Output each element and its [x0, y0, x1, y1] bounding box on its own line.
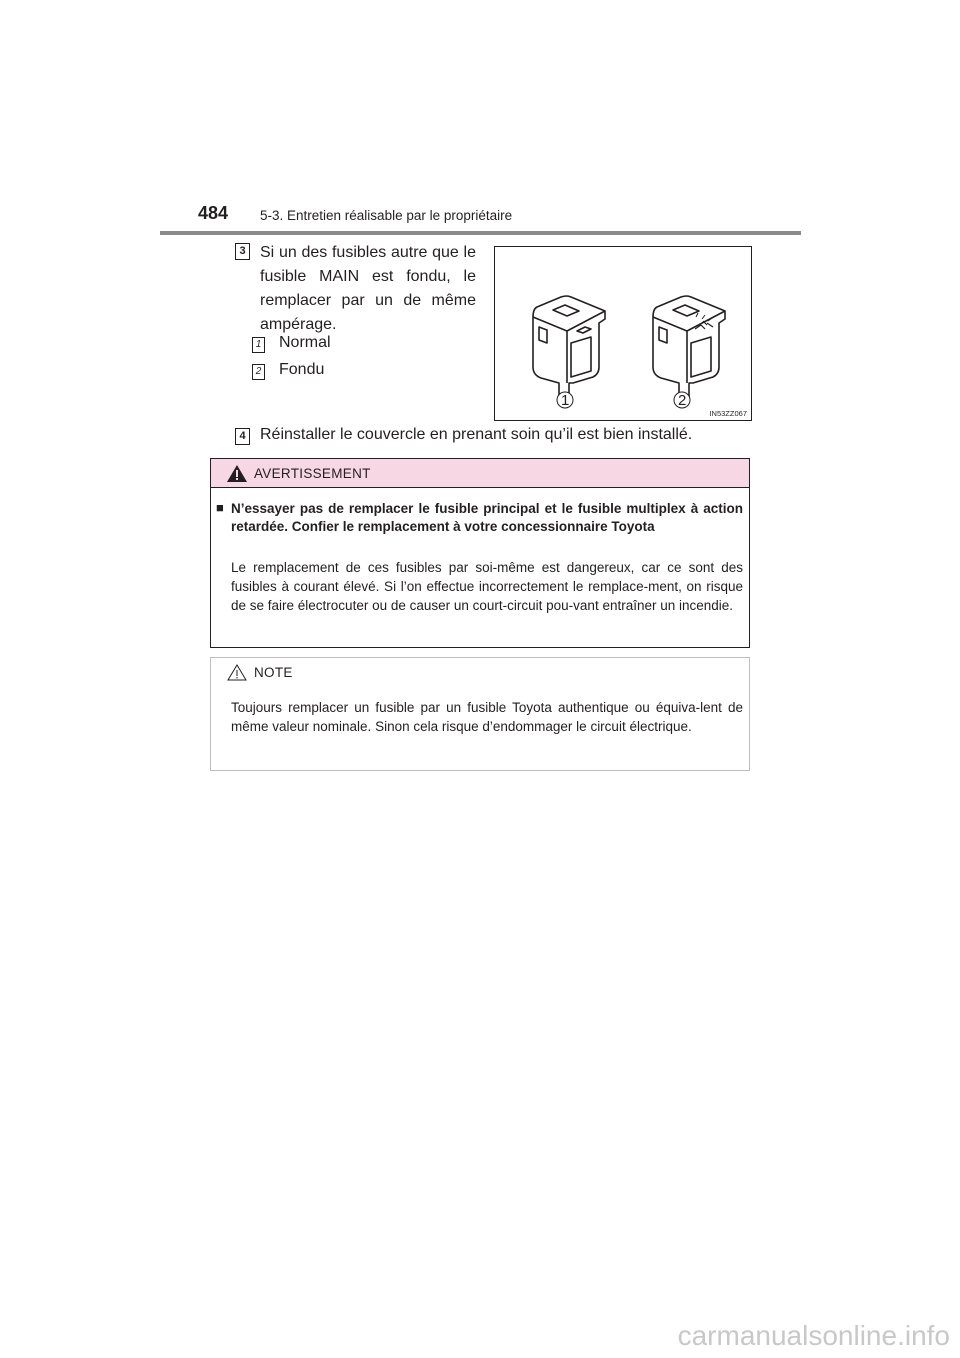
fuse-illustration [494, 246, 752, 421]
warning-box [210, 458, 750, 648]
watermark: carmanualsonline.info [677, 1320, 950, 1351]
figure-label-1: 1 [561, 392, 570, 409]
step-4-text: Réinstaller le couvercle en prenant soin qu’il est bien installé. [260, 426, 693, 443]
header-divider [160, 231, 801, 235]
step-3-text: Si un des fusibles autre que le fusible MAIN est fondu, le remplacer par un de même ampérage. [260, 244, 476, 333]
callout-2-number: 2 [252, 364, 265, 380]
section-title: 5-3. Entretien réalisable par le propriétaire [260, 208, 513, 223]
note-box [210, 657, 750, 771]
step-3-badge: 3 [235, 243, 250, 260]
note-text: Toujours remplacer un fusible par un fusible Toyota authentique ou équiva-lent de même valeur nominale. Sinon cela risque d’endommager le circuit électrique. [231, 700, 743, 734]
warning-text: Le remplacement de ces fusibles par soi-même est dangereux, car ce sont des fusibles à courant élevé. Si l’on effectue incorrectement le remplace-ment, on risque de se faire électrocuter ou de causer un court-circuit pou-vant entraîner un incendie. [231, 560, 743, 613]
normal-fuse-icon [533, 296, 605, 397]
warning-triangle-icon [227, 465, 247, 482]
warning-title: AVERTISSEMENT [254, 466, 371, 481]
warning-header [211, 459, 749, 488]
callout-1-label: Normal [279, 334, 331, 351]
warning-heading: N’essayer pas de remplacer le fusible principal et le fusible multiplex à action retardée. Confier le remplacement à votre concessionnaire Toyota [231, 501, 743, 534]
note-title: NOTE [254, 665, 293, 680]
fuse-drawing [495, 247, 751, 420]
step-4-badge: 4 [235, 428, 250, 445]
callout-2-label: Fondu [279, 361, 325, 378]
blown-fuse-icon [653, 296, 725, 397]
note-header [211, 658, 749, 686]
caution-outline-icon [227, 664, 247, 681]
bullet-square-icon: ■ [216, 500, 224, 515]
figure-label-2: 2 [678, 392, 687, 409]
page-number: 484 [198, 203, 229, 223]
figure-code: IN53ZZ067 [709, 409, 747, 418]
callout-1-number: 1 [252, 337, 265, 353]
